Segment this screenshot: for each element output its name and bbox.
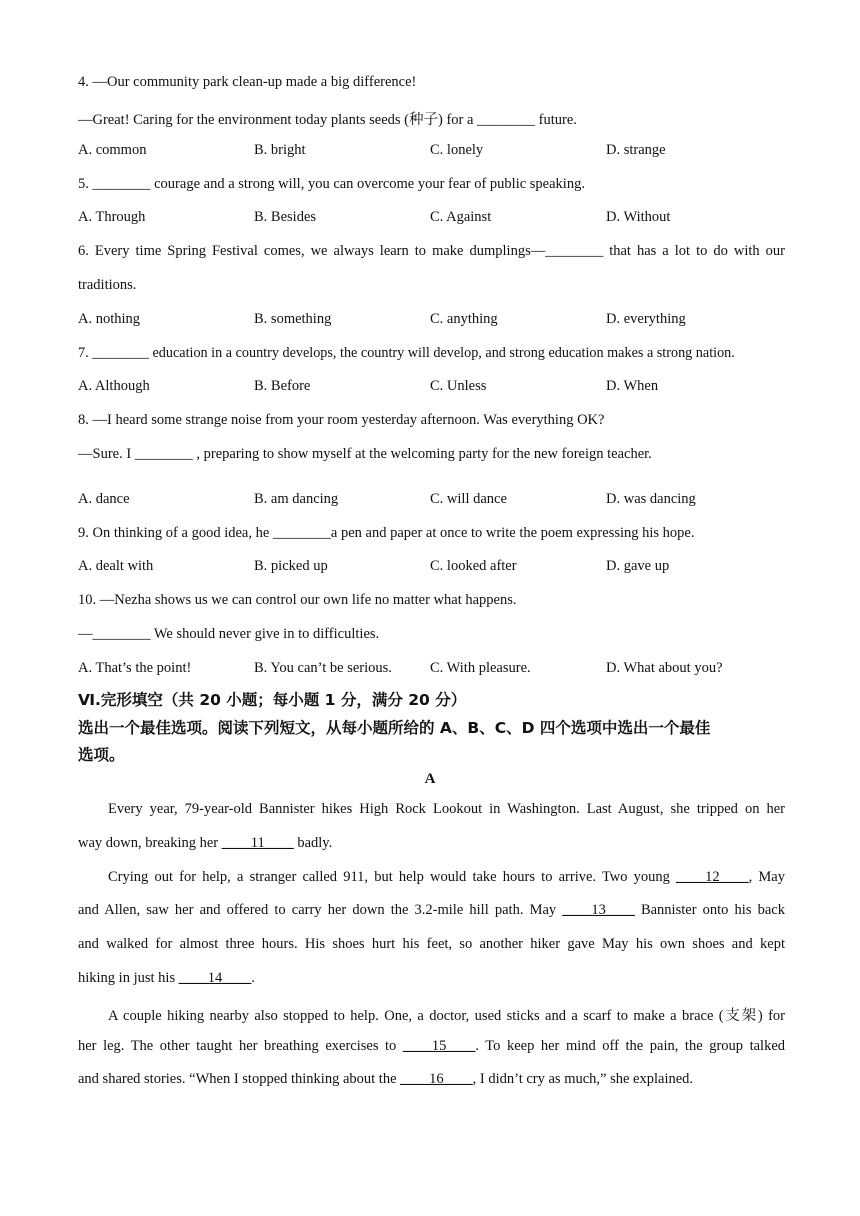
- passage-p3-line1: A couple hiking nearby also stopped to help. One, a doctor, used sticks and a scarf to make a brace (支架) for: [108, 1008, 785, 1024]
- option-c: C. will dance: [430, 491, 507, 507]
- blank-12: ____12____: [676, 869, 749, 885]
- option-d: D. Without: [606, 209, 671, 225]
- passage-p1-line1: Every year, 79-year-old Bannister hikes High Rock Lookout in Washington. Last August, she tripped on her: [108, 801, 785, 817]
- option-b: B. Before: [254, 378, 311, 394]
- question-6-stem-cont: traditions.: [78, 277, 137, 293]
- option-c: C. Against: [430, 209, 492, 225]
- question-10-options: [78, 660, 798, 680]
- question-7-stem: 7. ________ education in a country develops, the country will develop, and strong education makes a strong nation.: [78, 345, 735, 361]
- passage-p2-line2: [78, 902, 785, 919]
- blank-14: ____14____: [178, 970, 252, 986]
- option-a: A. common: [78, 142, 147, 158]
- blank-16: ____16____: [400, 1071, 473, 1087]
- option-b: B. bright: [254, 142, 306, 158]
- option-b: B. am dancing: [254, 491, 339, 507]
- blank-15: ____15____: [402, 1038, 476, 1054]
- option-c: C. With pleasure.: [430, 660, 531, 676]
- question-8-stem-reply: —Sure. I ________ , preparing to show myself at the welcoming party for the new foreign teacher.: [78, 446, 652, 462]
- question-4-options: [78, 142, 798, 162]
- option-c: C. lonely: [430, 142, 484, 158]
- question-9-stem: 9. On thinking of a good idea, he ________a pen and paper at once to write the poem expressing his hope.: [78, 525, 695, 541]
- text: , May: [748, 869, 785, 885]
- option-d: D. strange: [606, 142, 666, 158]
- question-4-stem: 4. —Our community park clean-up made a big difference!: [78, 74, 417, 90]
- blank-13: ____13____: [562, 902, 635, 918]
- passage-p2-line3: and walked for almost three hours. His shoes hurt his feet, so another hiker gave May his own shoes and kept: [78, 936, 785, 952]
- option-b: B. Besides: [254, 209, 317, 225]
- option-b: B. You can’t be serious.: [254, 660, 392, 676]
- passage-p3-line2: [78, 1038, 785, 1055]
- question-6-stem: 6. Every time Spring Festival comes, we always learn to make dumplings—________ that has a lot to do with our: [78, 243, 785, 259]
- text: , I didn’t cry as much,” she explained.: [472, 1071, 694, 1087]
- option-d: D. What about you?: [606, 660, 723, 676]
- text: badly.: [293, 835, 333, 851]
- question-5-options: [78, 209, 798, 229]
- text: her leg. The other taught her breathing exercises to: [78, 1038, 403, 1054]
- option-d: D. everything: [606, 311, 686, 327]
- passage-p2-line1: [78, 869, 785, 886]
- option-b: B. picked up: [254, 558, 328, 574]
- question-5-stem: 5. ________ courage and a strong will, you can overcome your fear of public speaking.: [78, 176, 585, 192]
- question-6-options: [78, 311, 798, 331]
- question-7-options: [78, 378, 798, 398]
- option-c: C. anything: [430, 311, 498, 327]
- passage-p2-line4: [78, 970, 255, 987]
- option-a: A. nothing: [78, 311, 141, 327]
- text: and shared stories. “When I stopped thinking about the: [78, 1071, 401, 1087]
- question-4-stem-reply: —Great! Caring for the environment today plants seeds (种子) for a ________ future.: [78, 112, 577, 128]
- option-a: A. dealt with: [78, 558, 154, 574]
- passage-p3-line3: [78, 1071, 693, 1088]
- section-title: Ⅵ.完形填空（共 20 小题；每小题 1 分，满分 20 分）: [78, 691, 467, 709]
- text: way down, breaking her: [78, 835, 222, 851]
- option-a: A. Through: [78, 209, 146, 225]
- question-10-stem: 10. —Nezha shows us we can control our own life no matter what happens.: [78, 592, 517, 608]
- question-10-stem-reply: —________ We should never give in to difficulties.: [78, 626, 380, 642]
- option-d: D. When: [606, 378, 659, 394]
- question-9-options: [78, 558, 798, 578]
- text: Bannister onto his back: [634, 902, 785, 918]
- question-8-stem: 8. —I heard some strange noise from your room yesterday afternoon. Was everything OK?: [78, 412, 605, 428]
- option-d: D. was dancing: [606, 491, 696, 507]
- option-a: A. Although: [78, 378, 150, 394]
- text: and Allen, saw her and offered to carry her down the 3.2-mile hill path. May: [78, 902, 563, 918]
- option-a: A. That’s the point!: [78, 660, 192, 676]
- section-instruction: 选出一个最佳选项。阅读下列短文，从每小题所给的 A、B、C、D 四个选项中选出一个最佳: [78, 719, 711, 737]
- option-b: B. something: [254, 311, 332, 327]
- option-a: A. dance: [78, 491, 130, 507]
- text: hiking in just his: [78, 970, 179, 986]
- option-c: C. Unless: [430, 378, 487, 394]
- blank-11: ____11____: [221, 835, 294, 851]
- text: Crying out for help, a stranger called 911, but help would take hours to arrive. Two young: [108, 869, 677, 885]
- option-d: D. gave up: [606, 558, 670, 574]
- passage-p1-line2: [78, 835, 332, 852]
- text: .: [251, 970, 255, 986]
- question-8-options: [78, 491, 798, 511]
- text: . To keep her mind off the pain, the group talked: [475, 1038, 786, 1054]
- section-instruction-cont: 选项。: [78, 746, 125, 764]
- passage-label: A: [424, 771, 436, 787]
- option-c: C. looked after: [430, 558, 517, 574]
